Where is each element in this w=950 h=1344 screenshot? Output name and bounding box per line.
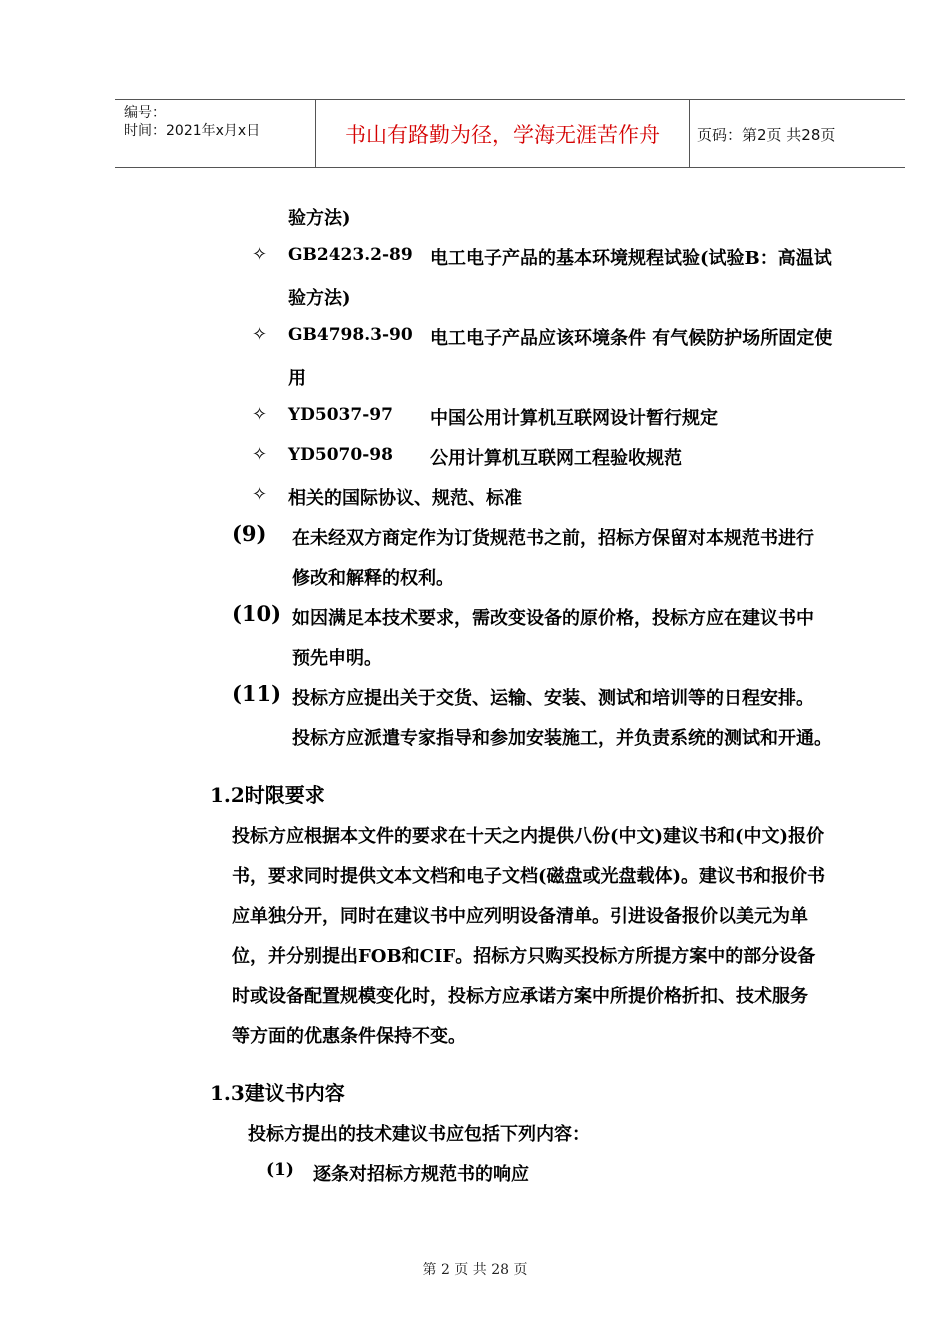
item-number: (11) — [232, 681, 282, 706]
paragraph-line: 位，并分别提出FOB和CIF。招标方只购买投标方所提方案中的部分设备 — [232, 946, 816, 967]
paragraph-line: 书，要求同时提供文本文档和电子文档(磁盘或光盘载体)。建议书和报价书 — [232, 866, 826, 887]
item-text: 在未经双方商定作为订货规范书之前，招标方保留对本规范书进行 — [292, 528, 814, 549]
item-number: (9) — [232, 521, 267, 546]
item-text-cont: 预先申明。 — [292, 648, 382, 669]
diamond-bullet-icon: ✧ — [252, 404, 268, 425]
paragraph-line: 应单独分开，同时在建议书中应列明设备清单。引进设备报价以美元为单 — [232, 906, 808, 927]
section-heading: 1.2时限要求 — [210, 783, 325, 807]
diamond-bullet-icon: ✧ — [252, 484, 268, 505]
header-meta — [124, 104, 260, 140]
diamond-bullet-icon: ✧ — [252, 444, 268, 465]
section-intro: 投标方提出的技术建议书应包括下列内容： — [248, 1124, 590, 1145]
standard-desc: 电工电子产品应该环境条件 有气候防护场所固定使 — [430, 328, 833, 349]
item-text-cont: 投标方应派遣专家指导和参加安装施工，并负责系统的测试和开通。 — [292, 728, 832, 749]
paragraph-line: 时或设备配置规模变化时，投标方应承诺方案中所提价格折扣、技术服务 — [232, 986, 808, 1007]
item-number: (10) — [232, 601, 282, 626]
standard-code: YD5037-97 — [288, 405, 393, 425]
serial-label: 编号： — [124, 105, 166, 121]
header-motto: 书山有路勤为径，学海无涯苦作舟 — [345, 122, 660, 147]
standard-desc: 电工电子产品的基本环境规程试验(试验B：高温试 — [430, 248, 832, 269]
item-text: 投标方应提出关于交货、运输、安装、测试和培训等的日程安排。 — [292, 688, 814, 709]
diamond-bullet-icon: ✧ — [252, 244, 268, 265]
paragraph-line: 等方面的优惠条件保持不变。 — [232, 1026, 466, 1047]
diamond-bullet-icon: ✧ — [252, 324, 268, 345]
standard-code: YD5070-98 — [288, 445, 393, 465]
standards-related: 相关的国际协议、规范、标准 — [288, 488, 522, 509]
sub-item-number: (1) — [266, 1160, 294, 1180]
standard-desc: 中国公用计算机互联网设计暂行规定 — [430, 408, 718, 429]
standard-desc-cont: 验方法) — [288, 288, 351, 309]
standard-desc: 公用计算机互联网工程验收规范 — [430, 448, 682, 469]
standard-desc-cont: 用 — [288, 368, 306, 389]
standard-code: GB2423.2-89 — [288, 245, 413, 265]
header-divider-right — [689, 99, 690, 168]
paragraph-line: 投标方应根据本文件的要求在十天之内提供八份(中文)建议书和(中文)报价 — [232, 826, 825, 847]
item-text-cont: 修改和解释的权利。 — [292, 568, 454, 589]
time-label: 时间：2021年x月x日 — [124, 123, 261, 139]
item-text: 如因满足本技术要求，需改变设备的原价格，投标方应在建议书中 — [292, 608, 814, 629]
standard-code: GB4798.3-90 — [288, 325, 413, 345]
header-page-info: 页码：第2页 共28页 — [697, 126, 836, 144]
standards-continued: 验方法) — [288, 208, 351, 229]
page-footer: 第 2 页 共 28 页 — [422, 1262, 528, 1278]
section-heading: 1.3建议书内容 — [210, 1081, 345, 1105]
sub-item-text: 逐条对招标方规范书的响应 — [313, 1164, 529, 1185]
